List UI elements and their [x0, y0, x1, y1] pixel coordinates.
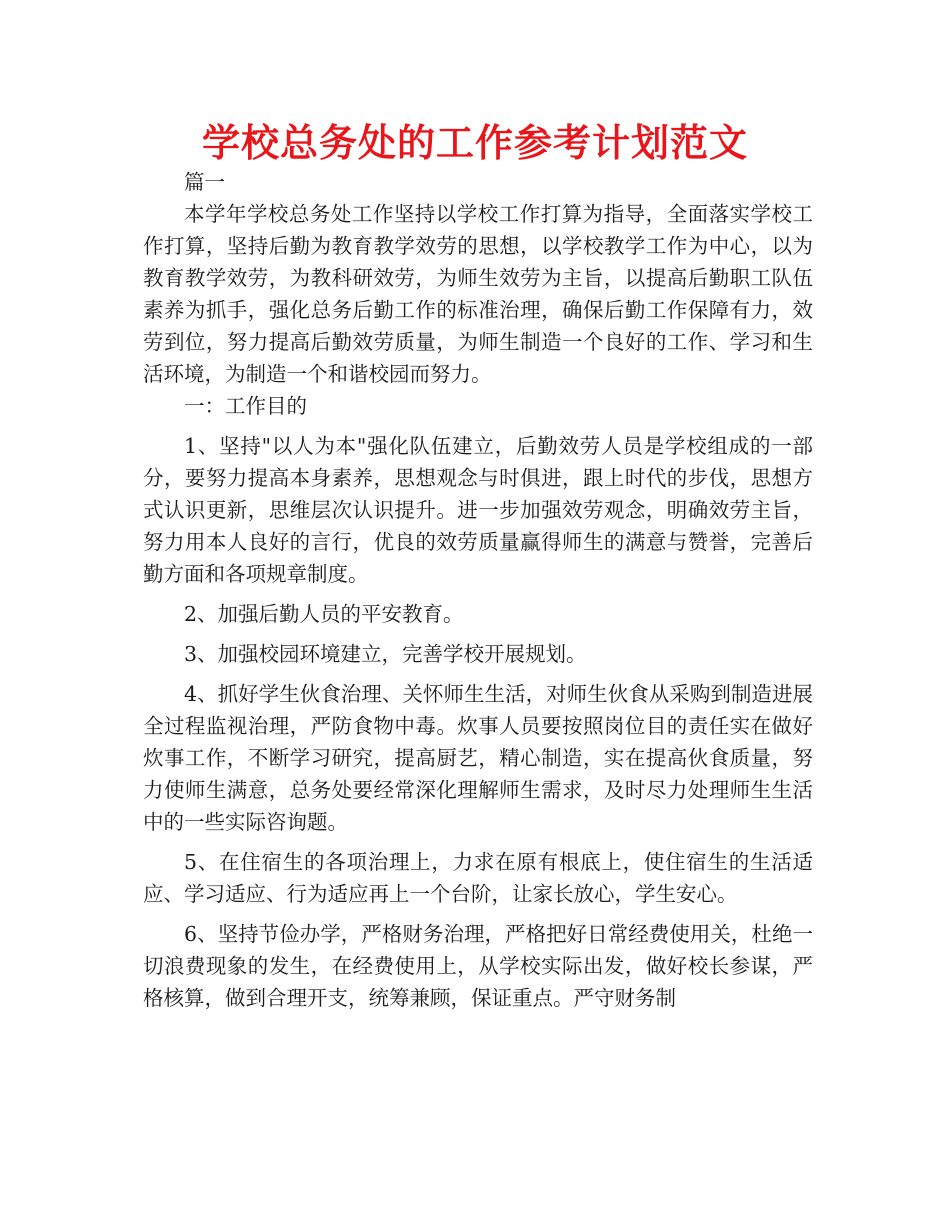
paragraph-item-3: 3、加强校园环境建立，完善学校开展规划。	[184, 642, 587, 666]
paragraph-item-6: 6、坚持节俭办学，严格财务治理，严格把好日常经费使用关，杜绝一切浪费现象的发生，在经费使用上，从学校实际出发，做好校长参谋，严格核算，做到合理开支，统筹兼顾，保证重点。严守财务制	[143, 922, 813, 1010]
paragraph-item-2: 2、加强后勤人员的平安教育。	[184, 602, 464, 626]
paragraph-item-5: 5、在住宿生的各项治理上，力求在原有根底上，使住宿生的生活适应、学习适应、行为适应再上一个台阶，让家长放心，学生安心。	[143, 850, 813, 906]
document-title: 学校总务处的工作参考计划范文	[201, 121, 748, 165]
document-body	[143, 166, 813, 1014]
section-heading-goals: 一：工作目的	[184, 394, 307, 418]
paragraph-intro: 本学年学校总务处工作坚持以学校工作打算为指导，全面落实学校工作打算，坚持后勤为教育教学效劳的思想，以学校教学工作为中心，以为教育教学效劳，为教科研效劳，为师生效劳为主旨，以提高后勤职工队伍素养为抓手，强化总务后勤工作的标准治理，确保后勤工作保障有力，效劳到位，努力提高后勤效劳质量，为师生制造一个良好的工作、学习和生活环境，为制造一个和谐校园而努力。	[143, 202, 813, 386]
paragraph-item-1: 1、坚持"以人为本"强化队伍建立，后勤效劳人员是学校组成的一部分，要努力提高本身素养，思想观念与时俱进，跟上时代的步伐，思想方式认识更新，思维层次认识提升。进一步加强效劳观念，明确效劳主旨，努力用本人良好的言行，优良的效劳质量赢得师生的满意与赞誉，完善后勤方面和各项规章制度。	[143, 434, 813, 586]
section-label: 篇一	[184, 170, 225, 194]
paragraph-item-4: 4、抓好学生伙食治理、关怀师生生活，对师生伙食从采购到制造进展全过程监视治理，严防食物中毒。炊事人员要按照岗位目的责任实在做好炊事工作，不断学习研究，提高厨艺，精心制造，实在提高伙食质量，努力使师生满意，总务处要经常深化理解师生需求，及时尽力处理师生生活中的一些实际咨询题。	[143, 682, 813, 834]
